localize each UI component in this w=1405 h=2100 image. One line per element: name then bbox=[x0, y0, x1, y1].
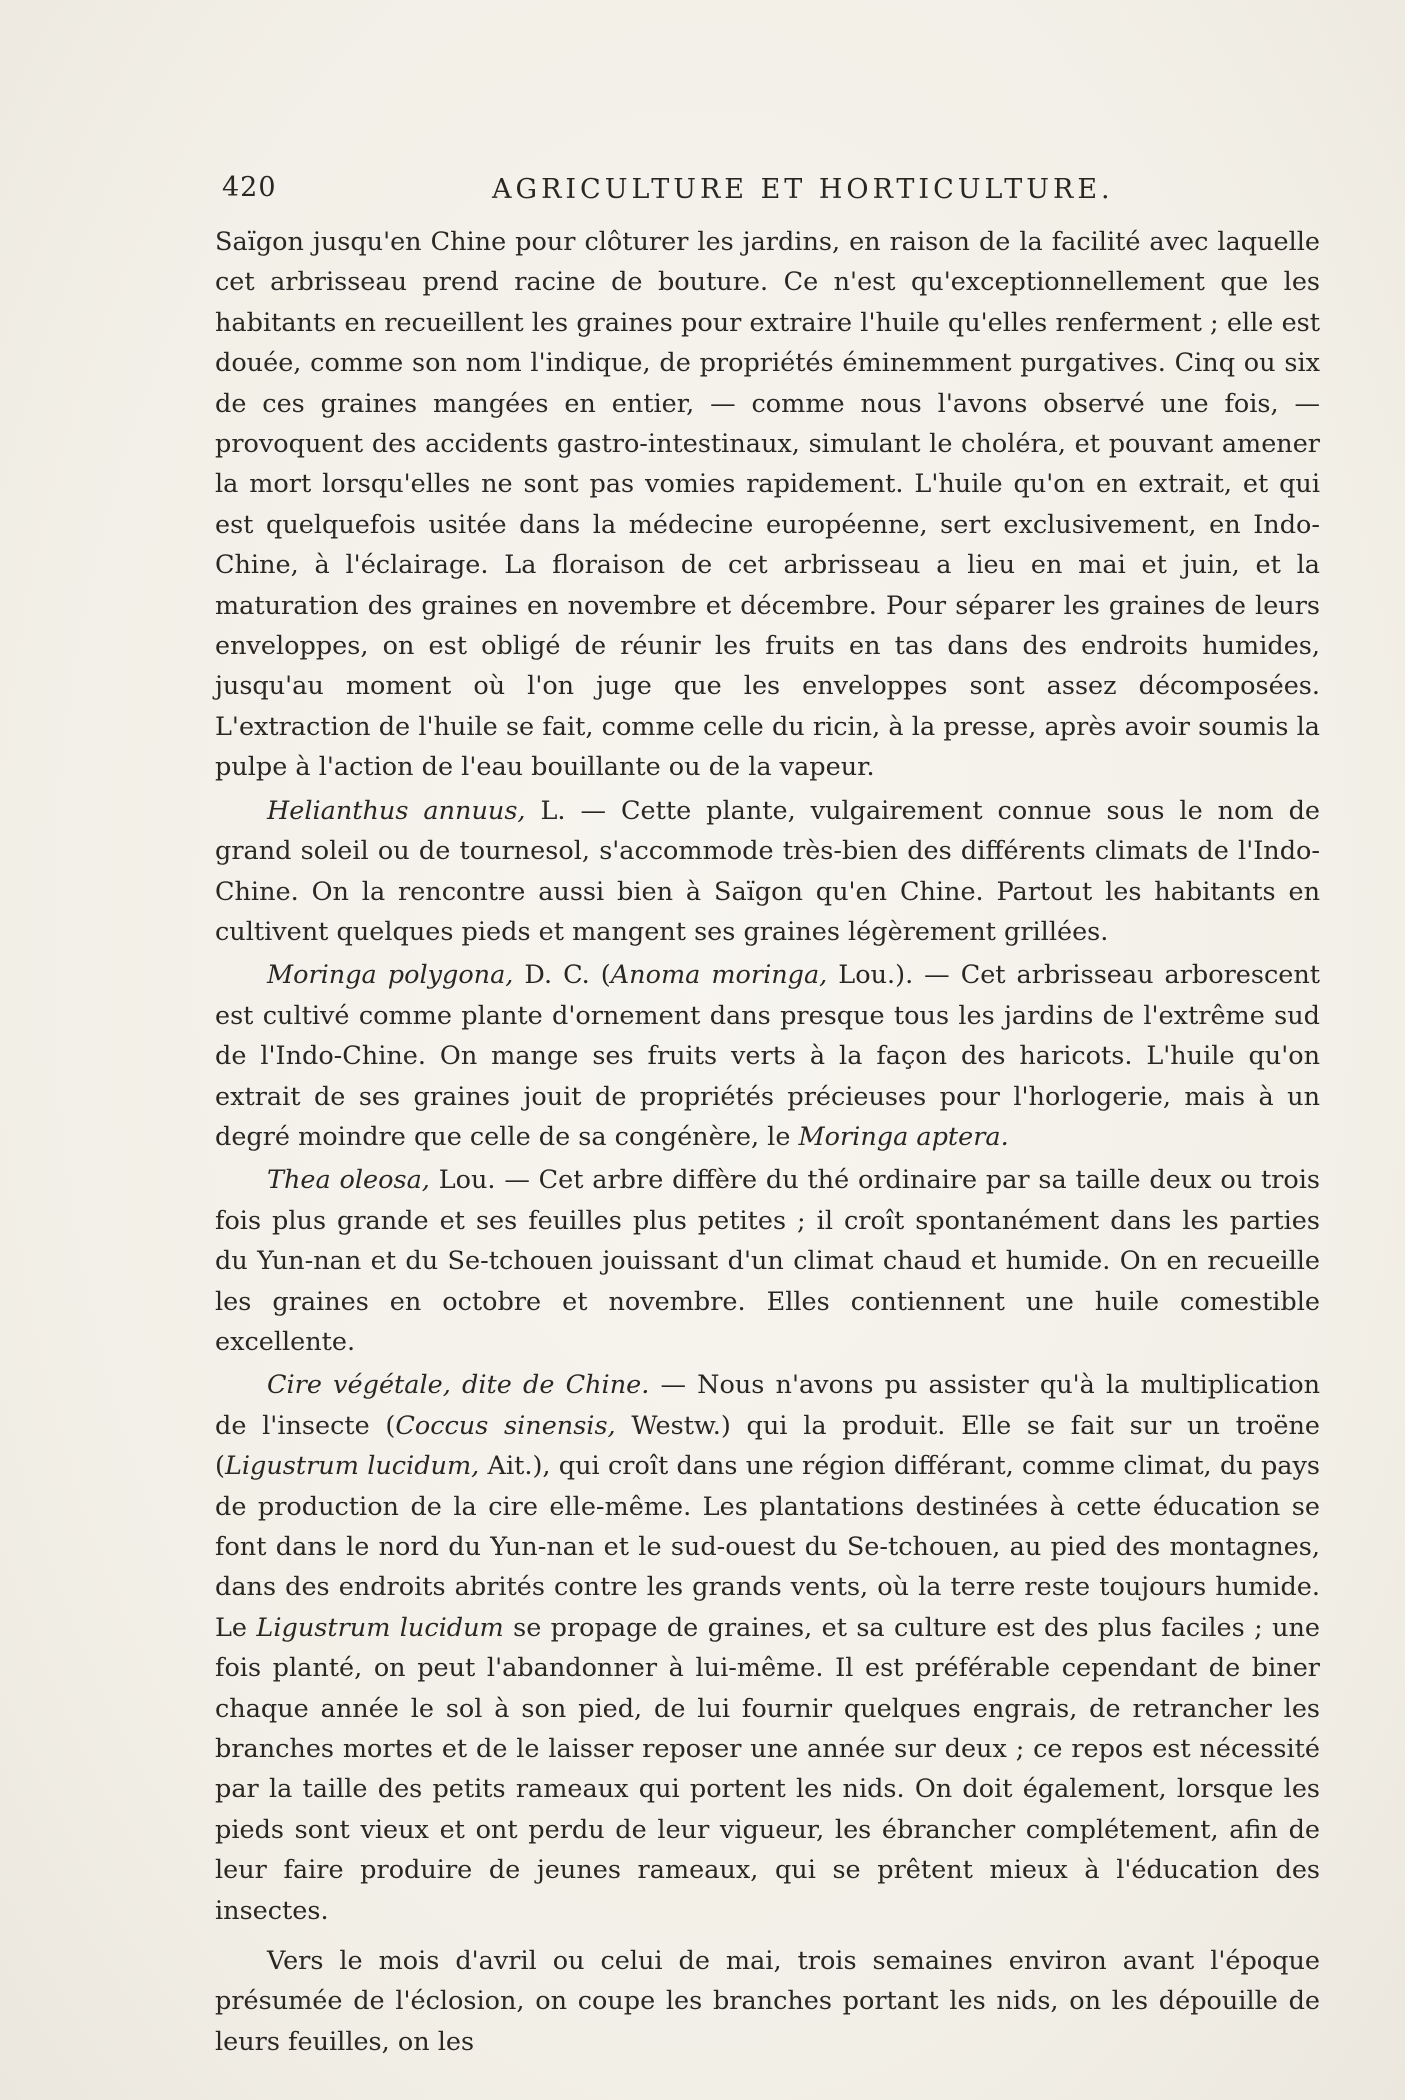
species-name: Moringa aptera. bbox=[798, 1121, 1009, 1152]
paragraph-text: Lou.). — Cet arbrisseau arborescent est cultivé comme plante d'ornement dans presque tous les jardins de l'extrême sud de l'Indo-Chine. On mange ses fruits verts à la façon des haricots. L'huile qu'on extrait de ses graines jouit de propriétés précieuses pour l'horlogerie, mais à un degré moindre que celle de sa congénère, le bbox=[215, 960, 1320, 1152]
running-title: AGRICULTURE ET HORTICULTURE. bbox=[492, 174, 1114, 205]
page-header bbox=[222, 172, 1320, 212]
paragraph-text: L. — Cette plante, vulgairement connue sous le nom de grand soleil ou de tournesol, s'accommode très-bien des différents climats de l'Indo-Chine. On la rencontre aussi bien à Saïgon qu'en Chine. Partout les habitants en cultivent quelques pieds et mangent ses graines légèrement grillées. bbox=[215, 795, 1321, 947]
section-lead: Cire végétale, dite de Chine. bbox=[267, 1370, 650, 1401]
species-name: Thea oleosa, bbox=[267, 1165, 430, 1196]
paragraph-text: Ait.), qui croît dans une région différant, comme climat, du pays de production de la cire elle-même. Les plantations destinées à cette éducation se font dans le nord du Yun-nan et le sud-ouest du Se-tchouen, au pied des montagnes, dans des endroits abrités contre les grands vents, où la terre reste toujours humide. Le bbox=[215, 1451, 1320, 1643]
paragraph-text: Saïgon jusqu'en Chine pour clôturer les jardins, en raison de la facilité avec laquelle cet arbrisseau prend racine de bouture. Ce n'est qu'exceptionnellement que les habitants en recueillent les graines pour extraire l'huile qu'elles renferment ; elle est douée, comme son nom l'indique, de propriétés éminemment purgatives. Cinq ou six de ces graines mangées en entier, — comme nous l'avons observé une fois, — provoquent des accidents gastro-intestinaux, simulant le choléra, et pouvant amener la mort lorsqu'elles ne sont pas vomies rapidement. L'huile qu'on en extrait, et qui est quelquefois usitée dans la médecine européenne, sert exclusivement, en Indo-Chine, à l'éclairage. La floraison de cet arbrisseau a lieu en mai et juin, et la maturation des graines en novembre et décembre. Pour séparer les graines de leurs enveloppes, on est obligé de réunir les fruits en tas dans des endroits humides, jusqu'au moment où l'on juge que les enveloppes sont assez décomposées. L'extraction de l'huile se fait, comme celle du ricin, à la presse, après avoir soumis la pulpe à l'action de l'eau bouillante ou de la vapeur. bbox=[215, 227, 1320, 783]
paragraph-thea bbox=[215, 1160, 1320, 1362]
paragraph-text: se propage de graines, et sa culture est des plus faciles ; une fois planté, on peut l'abandonner à lui-même. Il est préférable cependant de biner chaque année le sol à son pied, de lui fournir quelques engrais, de retrancher les branches mortes et de le laisser reposer une année sur deux ; ce repos est nécessité par la taille des petits rameaux qui portent les nids. On doit également, lorsque les pieds sont vieux et ont perdu de leur vigueur, les ébrancher complétement, afin de leur faire produire de jeunes rameaux, qui se prêtent mieux à l'éducation des insectes. bbox=[215, 1612, 1321, 1926]
paragraph-vers-le-mois bbox=[215, 1941, 1320, 2062]
species-name: Anoma moringa, bbox=[610, 960, 828, 991]
paragraph-text: D. C. ( bbox=[513, 960, 611, 991]
paragraph-text: Lou. — Cet arbre diffère du thé ordinaire par sa taille deux ou trois fois plus grande et ses feuilles plus petites ; il croît spontanément dans les parties du Yun-nan et du Se-tchouen jouissant d'un climat chaud et humide. On en recueille les graines en octobre et novembre. Elles contiennent une huile comestible excellente. bbox=[215, 1165, 1320, 1357]
species-name: Ligustrum lucidum bbox=[256, 1612, 504, 1643]
paragraph-helianthus bbox=[215, 791, 1320, 953]
paragraph-text: — Nous n'avons pu assister qu'à la multiplication de l'insecte ( bbox=[215, 1370, 1321, 1441]
body-text bbox=[215, 222, 1320, 2062]
species-name: Helianthus annuus, bbox=[267, 795, 526, 826]
species-name: Coccus sinensis, bbox=[395, 1410, 616, 1441]
paragraph-continuation bbox=[215, 222, 1320, 788]
paragraph-moringa bbox=[215, 955, 1320, 1157]
paragraph-text: Vers le mois d'avril ou celui de mai, trois semaines environ avant l'époque présumée de l'éclosion, on coupe les branches portant les nids, on les dépouille de leurs feuilles, on les bbox=[215, 1946, 1320, 2057]
page-number: 420 bbox=[222, 172, 277, 203]
species-name: Moringa polygona, bbox=[267, 960, 514, 991]
paragraph-cire-vegetale bbox=[215, 1365, 1320, 1931]
paragraph-text: Westw.) qui la produit. Elle se fait sur un troëne ( bbox=[215, 1410, 1320, 1482]
species-name: Ligustrum lucidum, bbox=[224, 1451, 480, 1482]
